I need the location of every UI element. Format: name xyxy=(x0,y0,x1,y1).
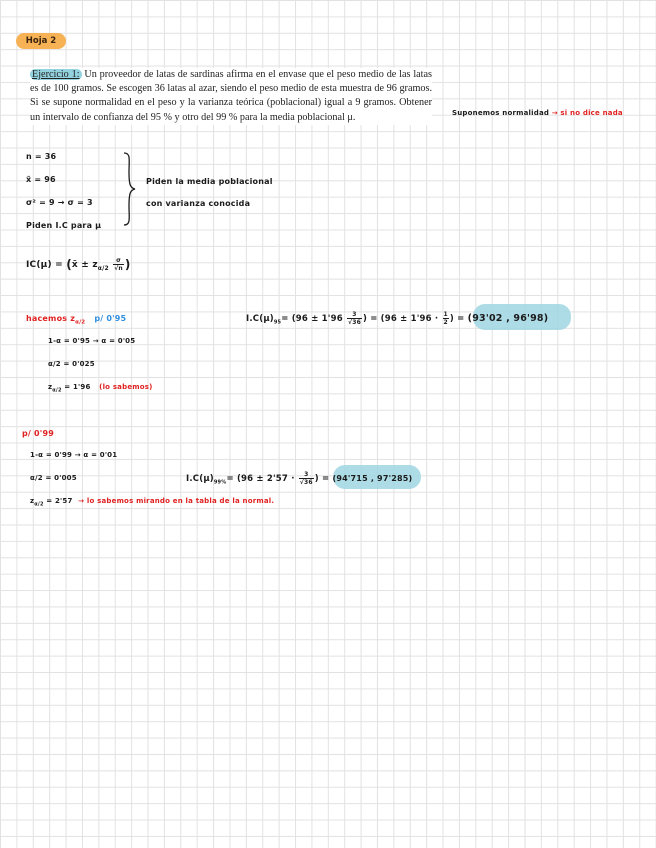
ic95-num: 3 xyxy=(347,311,362,319)
part95-step3 xyxy=(48,383,153,393)
paren-open: ( xyxy=(66,257,72,272)
ic95-open: (96 ± 1'96 xyxy=(291,314,343,324)
ic95-num2: 1 xyxy=(443,311,448,318)
part95-step1: 1-α = 0'95 → α = 0'05 xyxy=(48,337,136,345)
ic99-close: ) = xyxy=(314,474,330,484)
side-note-main: Suponemos normalidad xyxy=(452,109,550,117)
ic99-line xyxy=(186,471,412,486)
ic99-open: (96 ± 2'57 · xyxy=(236,474,295,484)
side-note xyxy=(452,109,623,117)
part99-z-val: = 2'57 xyxy=(43,497,73,505)
ic95-den2: 2 xyxy=(443,319,448,326)
ic99-num: 3 xyxy=(299,471,314,479)
side-note-arrow: → si no dice nada xyxy=(551,109,623,117)
ic95-den: √36 xyxy=(348,319,361,326)
ic95-sub: 95 xyxy=(273,319,282,326)
part95-step2: α/2 = 0'025 xyxy=(48,360,95,368)
part95-z: z xyxy=(48,383,53,391)
part95-z-sub: α/2 xyxy=(52,387,62,394)
exercise-label: Ejercicio 1: xyxy=(32,69,80,80)
data-asked: Piden I.C para μ xyxy=(26,221,102,230)
part99-z: z xyxy=(30,497,35,505)
exercise-statement xyxy=(30,68,432,125)
part99-step1: 1-α = 0'99 → α = 0'01 xyxy=(30,451,118,459)
part99-note: → lo sabemos mirando en la tabla de la normal. xyxy=(78,497,275,505)
ic95-frac2 xyxy=(443,311,449,326)
ic95-lhs: I.C(μ) xyxy=(246,314,274,324)
data-xbar: x̄ = 96 xyxy=(26,175,56,184)
formula-den: √n xyxy=(114,265,123,272)
ic99-result: (94'715 , 97'285) xyxy=(332,474,413,483)
part99-z-sub: α/2 xyxy=(34,501,44,508)
exercise-text: Un proveedor de latas de sardinas afirma en el envase que el peso medio de las latas es de 100 gramos. Se escogen 36 latas al azar, siendo el peso medio de esta muestra de 96 gramos. Si se supone normalidad en el peso y la varianza teórica (poblacional) igual a 9 gramos. Obtener un intervalo de confianza del 95 % y otro del 99 % para la media poblacional μ. xyxy=(30,69,432,123)
ic99-sub: 99% xyxy=(213,479,227,486)
brace-note-1: Piden la media poblacional xyxy=(146,177,273,186)
ic99-frac xyxy=(299,471,314,486)
ic95-close: ) = xyxy=(449,314,465,324)
part95-heading-blue: p/ 0'95 xyxy=(94,314,127,323)
part99-step3 xyxy=(30,497,274,507)
part95-heading xyxy=(26,314,126,326)
data-n: n = 36 xyxy=(26,152,57,161)
curly-brace xyxy=(122,152,136,226)
formula-body: x̄ ± z xyxy=(71,260,98,270)
ic95-result: (93'02 , 96'98) xyxy=(467,313,549,324)
part95-heading-sub: α/2 xyxy=(75,319,86,326)
formula-sub: α/2 xyxy=(97,264,109,272)
formula-fraction xyxy=(113,257,124,272)
part95-note: (lo sabemos) xyxy=(99,383,153,391)
ic95-frac1 xyxy=(347,311,362,326)
formula-num: σ xyxy=(113,257,124,265)
ic99-den: √36 xyxy=(299,479,313,486)
ic95-eq: = xyxy=(281,314,289,324)
paren-close: ) xyxy=(124,257,131,272)
brace-note-2: con varianza conocida xyxy=(146,199,251,208)
ic95-line xyxy=(246,311,548,326)
ic95-mid: ) = (96 ± 1'96 · xyxy=(362,314,439,324)
part95-z-val: = 1'96 xyxy=(61,383,91,391)
formula-lhs: IC(μ) = xyxy=(26,260,63,270)
general-formula xyxy=(26,257,131,272)
ic99-eq: = xyxy=(226,474,234,484)
data-variance: σ² = 9 → σ = 3 xyxy=(26,198,93,207)
part99-heading: p/ 0'99 xyxy=(22,429,54,438)
ic99-lhs: I.C(μ) xyxy=(186,474,214,484)
part99-step2: α/2 = 0'005 xyxy=(30,474,77,482)
sheet-tag: Hoja 2 xyxy=(16,33,66,49)
part95-heading-red: hacemos z xyxy=(26,314,76,323)
